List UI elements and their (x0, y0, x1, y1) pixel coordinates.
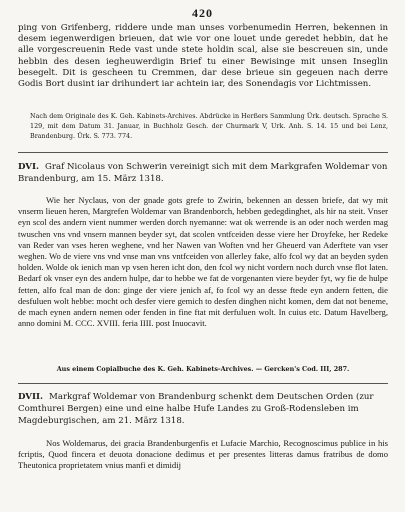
section-dvii-body (18, 438, 388, 472)
section-dvi-heading (18, 161, 388, 185)
source-note-dvi-text: Aus einem Copialbuche des K. Geh. Kabinets-Archives. — Gercken's Cod. III, 287. (56, 365, 350, 373)
section-dvi-number: DVI. (18, 162, 39, 172)
continuation-text: ping von Grifenberg, riddere unde man unses vorbenumedin Herren, bekennen in desem iegenwerdigen brieuen, dat wie vor one louet unde geredet hebbin, dat he alle vorgescreuenin Rede vast unde stete holdin scal, alse sie bescreuen sin, unde hebbin des desen iegheuwerdigin Brief tu einer Bewisinge mit unsen Inseglin besegelt. Dit is gescheen tu Cremmen, dar dese brieue sin gegeuen nach derre Godis Bort dusint iar drihundert iar achtein iar, des Sonendagis vor Lichtmissen. (18, 23, 388, 90)
continuation-paragraph (18, 23, 388, 90)
section-dvi-text: Wie her Nyclaus, von der gnade gots grefe to Zwirin, bekennen an dessen briefe, dat wy mit vnserm lieuen heren, Margrefen Woldemar van Brandenborch, hebben gedegdinghet, als hir na steit. Vnser eyn scol des andern vient nummer werden dorch nyemanne: wat ok werrende is an oder noch werden mag twuschen vns vnd vnsern mannen beyder syt, dat scolen vntfceiden desse viere her Droyfeke, her Redeke van Reder van vses heren weghene, vnd her Nawen van Woften vnd her Gheuerd van Aderftete van vser weghen. Wo de viere vns vnd vnse man vns vntfceiden von allerley fake, alfo fcol wy dat an beyden syden holden. Wolde ok ienich man vp vsen heren icht don, den fcol wy nicht vordern noch durch vnse flot laten. Bedarf ok vnser eyn des andern hulpe, dar to hebbe we fat de vorgenanten viere beyder fyt, wy fie de hulpe fetten, alfo fcal man de don: ginge der viere jenich af, fo fcol wy an desse ftede eyn andern fetten, die desfuluen wolt hebbe: mocht och desfer viere gemich to desfen dinghen nicht komen, dem dat not beneme, de mach eynen andern nemen oder fenden in fine ftat mit derfuluen wolt. In cuius etc. Datum Havelberg, anno domini M. CCC. XVIII. feria IIII. post Inuocavit. (18, 195, 388, 329)
section-dvii-text: Nos Woldemarus, dei gracia Brandenburgenfis et Lufacie Marchio, Recognoscimus publice in his fcriptis, Quod fincera et deuota donacione dedimus et per presentes litteras damus fratribus de domo Theutonica proprietatem vnius manfi et dimidij (18, 438, 388, 471)
section-dvii-heading (18, 391, 388, 427)
section-dvii-number: DVII. (18, 392, 44, 402)
section-dvii-title: Markgraf Woldemar von Brandenburg schenkt dem Deutschen Orden (zur Comthurei Bergen) eine und eine halbe Hufe Landes zu Groß-Rodensleben im Magdeburgischen, am 21. März 1318. (18, 392, 374, 426)
page-number: 420 (192, 6, 213, 20)
source-note-top (30, 112, 388, 141)
source-note-top-text: Nach dem Originale des K. Geh. Kabinets-Archives. Abdrücke in Herßers Sammlung Ürk. deutsch. Sprache S. 129, mit dem Datum 31. Januar, in Buchholz Gesch. der Churmark V, Urk. Anh. S. 14. 15 und bei Lenz, Brandenburg. Ürk. S. 773. 774. (30, 112, 388, 140)
section-dvi-title: Graf Nicolaus von Schwerin vereinigt sich mit dem Markgrafen Woldemar von Brandenburg, am 15. März 1318. (18, 162, 388, 184)
source-note-dvi (18, 365, 388, 373)
section-divider-dvi (18, 152, 388, 153)
section-divider-dvii (18, 383, 388, 384)
section-dvi-body (18, 195, 388, 329)
